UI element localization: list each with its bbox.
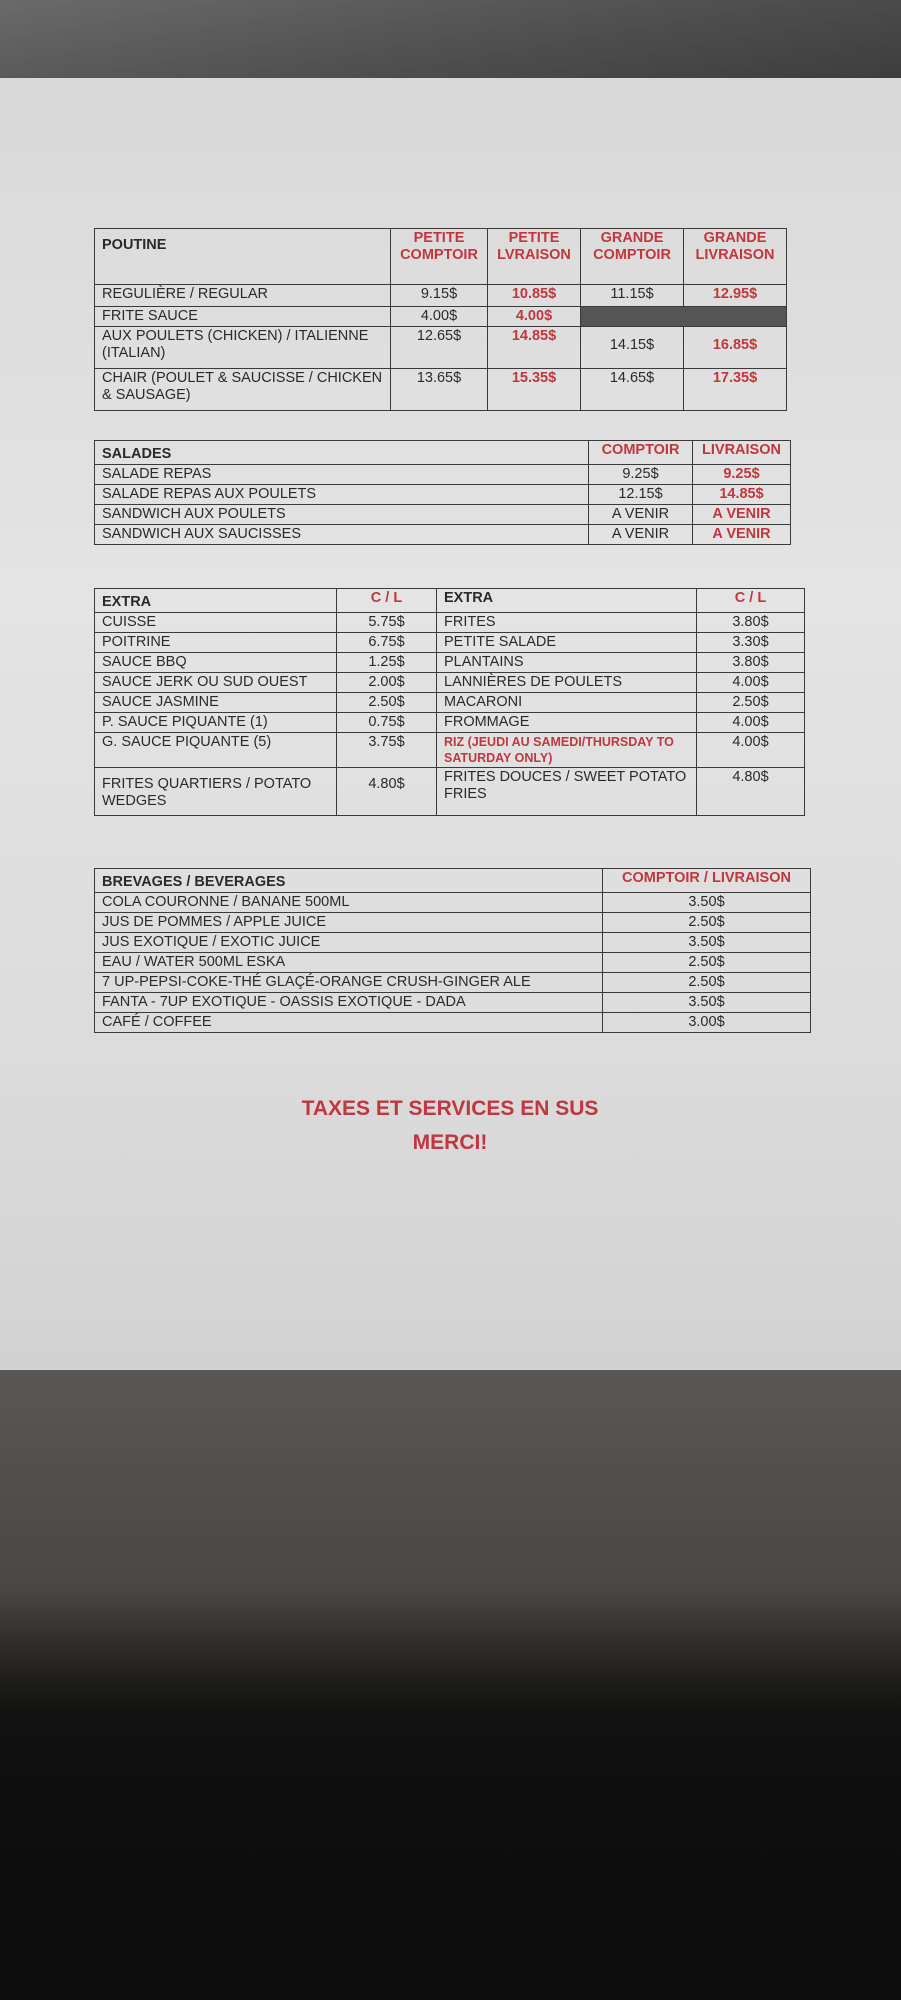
item-price: 2.50$	[697, 693, 805, 713]
taxes-note: TAXES ET SERVICES EN SUS	[301, 1097, 599, 1120]
item-name: FRITES	[437, 613, 697, 633]
item-name: FRITE SAUCE	[95, 307, 391, 327]
item-price: A VENIR	[693, 505, 791, 525]
salades-col-header: LIVRAISON	[693, 441, 791, 465]
item-price: 14.15$	[581, 327, 684, 369]
table-row	[95, 465, 791, 485]
item-price: 3.75$	[337, 733, 437, 768]
item-price: 14.85$	[488, 327, 581, 369]
item-price: 4.00$	[391, 307, 488, 327]
item-price: 4.00$	[697, 713, 805, 733]
beverages-header-row	[95, 869, 811, 893]
table-row	[95, 913, 811, 933]
poutine-header-row	[95, 229, 787, 285]
item-name: CHAIR (POULET & SAUCISSE / CHICKEN & SAUSAGE)	[95, 369, 391, 411]
item-name: FROMMAGE	[437, 713, 697, 733]
item-price: 2.00$	[337, 673, 437, 693]
item-price: 4.00$	[697, 673, 805, 693]
item-price: 9.25$	[693, 465, 791, 485]
item-price: 14.85$	[693, 485, 791, 505]
extra-price-header-left: C / L	[337, 589, 437, 613]
item-name: EAU / WATER 500ML ESKA	[95, 953, 603, 973]
item-price: 15.35$	[488, 369, 581, 411]
item-price: 3.00$	[603, 1013, 811, 1033]
item-price: 17.35$	[684, 369, 787, 411]
table-row	[95, 613, 805, 633]
item-name: G. SAUCE PIQUANTE (5)	[95, 733, 337, 768]
item-price: 6.75$	[337, 633, 437, 653]
item-price: A VENIR	[589, 505, 693, 525]
table-row	[95, 713, 805, 733]
item-price: 16.85$	[684, 327, 787, 369]
item-name: SAUCE JASMINE	[95, 693, 337, 713]
item-name: CAFÉ / COFFEE	[95, 1013, 603, 1033]
table-row	[95, 653, 805, 673]
item-price: A VENIR	[589, 525, 693, 545]
item-price: 11.15$	[581, 285, 684, 307]
item-price: 3.80$	[697, 653, 805, 673]
table-row	[95, 633, 805, 653]
salades-table	[94, 440, 791, 545]
table-row	[95, 893, 811, 913]
item-price: 10.85$	[488, 285, 581, 307]
unavailable-cell	[581, 307, 787, 327]
item-name: LANNIÈRES DE POULETS	[437, 673, 697, 693]
item-name: AUX POULETS (CHICKEN) / ITALIENNE (ITALIAN)	[95, 327, 391, 369]
table-row	[95, 768, 805, 816]
item-price: 3.80$	[697, 613, 805, 633]
thanks-note: MERCI!	[412, 1131, 488, 1154]
beverages-table	[94, 868, 811, 1033]
table-row	[95, 307, 787, 327]
item-name: RIZ (JEUDI AU SAMEDI/THURSDAY TO SATURDAY ONLY)	[437, 733, 697, 768]
table-row	[95, 953, 811, 973]
salades-title: SALADES	[95, 441, 589, 465]
item-name: 7 UP-PEPSI-COKE-THÉ GLAÇÉ-ORANGE CRUSH-GINGER ALE	[95, 973, 603, 993]
item-name: REGULIÈRE / REGULAR	[95, 285, 391, 307]
shadow	[0, 1590, 901, 2000]
item-price: 4.00$	[488, 307, 581, 327]
item-name: MACARONI	[437, 693, 697, 713]
item-name: P. SAUCE PIQUANTE (1)	[95, 713, 337, 733]
item-price: 3.30$	[697, 633, 805, 653]
item-name: FRITES QUARTIERS / POTATO WEDGES	[95, 768, 337, 816]
item-name: SANDWICH AUX POULETS	[95, 505, 589, 525]
table-row	[95, 369, 787, 411]
item-name: POITRINE	[95, 633, 337, 653]
item-name: FANTA - 7UP EXOTIQUE - OASSIS EXOTIQUE - DADA	[95, 993, 603, 1013]
item-price: 1.25$	[337, 653, 437, 673]
table-row	[95, 933, 811, 953]
poutine-col-header: PETITE COMPTOIR	[391, 229, 488, 285]
item-price: 4.80$	[337, 768, 437, 816]
table-row	[95, 973, 811, 993]
salades-col-header: COMPTOIR	[589, 441, 693, 465]
item-name: JUS DE POMMES / APPLE JUICE	[95, 913, 603, 933]
item-price: 9.25$	[589, 465, 693, 485]
poutine-table	[94, 228, 787, 411]
poutine-col-header: GRANDE COMPTOIR	[581, 229, 684, 285]
item-price: 9.15$	[391, 285, 488, 307]
item-price: A VENIR	[693, 525, 791, 545]
item-price: 4.80$	[697, 768, 805, 816]
item-name: SALADE REPAS	[95, 465, 589, 485]
item-name: PETITE SALADE	[437, 633, 697, 653]
poutine-title: POUTINE	[95, 229, 391, 285]
item-price: 13.65$	[391, 369, 488, 411]
table-row	[95, 525, 791, 545]
item-name: PLANTAINS	[437, 653, 697, 673]
beverages-title: BREVAGES / BEVERAGES	[95, 869, 603, 893]
extra-header-row	[95, 589, 805, 613]
item-price: 3.50$	[603, 933, 811, 953]
extra-table	[94, 588, 805, 816]
item-price: 3.50$	[603, 993, 811, 1013]
item-name: SALADE REPAS AUX POULETS	[95, 485, 589, 505]
table-row	[95, 693, 805, 713]
item-price: 2.50$	[337, 693, 437, 713]
item-price: 12.15$	[589, 485, 693, 505]
table-row	[95, 733, 805, 768]
poutine-col-header: PETITE LVRAISON	[488, 229, 581, 285]
beverages-price-header: COMPTOIR / LIVRAISON	[603, 869, 811, 893]
item-price: 5.75$	[337, 613, 437, 633]
item-price: 12.95$	[684, 285, 787, 307]
item-price: 14.65$	[581, 369, 684, 411]
extra-title-left: EXTRA	[95, 589, 337, 613]
poutine-col-header: GRANDE LIVRAISON	[684, 229, 787, 285]
table-row	[95, 485, 791, 505]
table-row	[95, 1013, 811, 1033]
table-row	[95, 673, 805, 693]
item-price: 0.75$	[337, 713, 437, 733]
item-name: COLA COURONNE / BANANE 500ML	[95, 893, 603, 913]
table-row	[95, 993, 811, 1013]
item-price: 4.00$	[697, 733, 805, 768]
item-name: FRITES DOUCES / SWEET POTATO FRIES	[437, 768, 697, 816]
extra-title-right: EXTRA	[437, 589, 697, 613]
item-price: 3.50$	[603, 893, 811, 913]
item-name: SANDWICH AUX SAUCISSES	[95, 525, 589, 545]
item-price: 2.50$	[603, 913, 811, 933]
table-row	[95, 327, 787, 369]
salades-header-row	[95, 441, 791, 465]
item-price: 2.50$	[603, 953, 811, 973]
extra-price-header-right: C / L	[697, 589, 805, 613]
item-price: 12.65$	[391, 327, 488, 369]
table-row	[95, 505, 791, 525]
table-row	[95, 285, 787, 307]
item-name: JUS EXOTIQUE / EXOTIC JUICE	[95, 933, 603, 953]
item-price: 2.50$	[603, 973, 811, 993]
item-name: CUISSE	[95, 613, 337, 633]
item-name: SAUCE BBQ	[95, 653, 337, 673]
item-name: SAUCE JERK OU SUD OUEST	[95, 673, 337, 693]
